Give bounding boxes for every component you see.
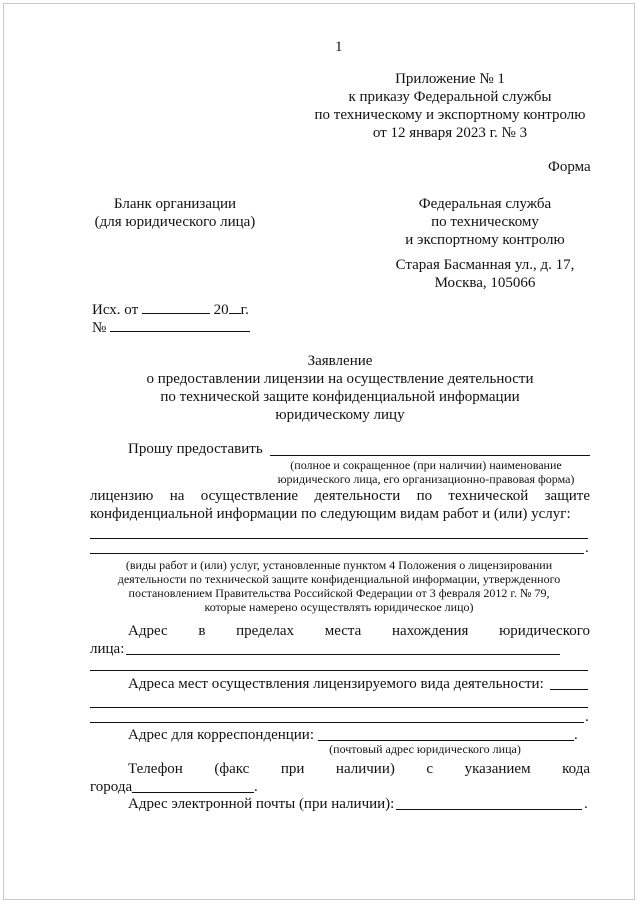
works-hint-line: постановлением Правительства Российской Федерации от 3 февраля 2012 г. № 79, — [128, 586, 550, 600]
works-hint-line: (виды работ и (или) услуг, установленные пунктом 4 Положения о лицензировании — [125, 558, 553, 572]
org-blank — [80, 195, 270, 231]
phone-line-2-label: города — [90, 779, 133, 795]
appendix-line: по техническому и экспортному контролю — [314, 107, 586, 123]
phone-period: . — [254, 779, 258, 795]
org-name-field[interactable] — [270, 455, 590, 456]
outgoing-ref-year: 20 — [213, 302, 229, 318]
outgoing-year-line[interactable] — [229, 301, 241, 314]
email-field[interactable] — [396, 809, 582, 810]
outgoing-ref-suffix: г. — [240, 302, 249, 318]
org-name-hint-line: юридического лица, его организационно-правовая форма) — [277, 472, 575, 486]
outgoing-ref — [92, 301, 249, 319]
activity-address-label: Адреса мест осуществления лицензируемого вида деятельности: — [128, 676, 544, 692]
outgoing-date-line[interactable] — [142, 301, 210, 314]
org-name-hint — [262, 458, 590, 486]
recipient-line: Федеральная служба — [418, 196, 552, 212]
appendix-block — [300, 70, 600, 142]
org-blank-line: (для юридического лица) — [94, 214, 256, 230]
appendix-line: к приказу Федеральной службы — [348, 89, 552, 105]
works-hint-line: деятельности по технической защите конфиденциальной информации, утвержденного — [117, 572, 561, 586]
outgoing-number-label: № — [92, 320, 107, 336]
recipient-line: Москва, 105066 — [434, 275, 536, 291]
correspondence-hint: (почтовый адрес юридического лица) — [329, 742, 521, 756]
works-field-line[interactable] — [90, 553, 584, 554]
appendix-line: от 12 января 2023 г. № 3 — [372, 125, 528, 141]
request-label: Прошу предоставить — [128, 441, 263, 457]
recipient-block — [385, 195, 585, 292]
outgoing-number-line[interactable] — [110, 319, 250, 332]
outgoing-number — [92, 319, 250, 337]
license-line-2: конфиденциальной информации по следующим видам работ и (или) услуг: — [90, 506, 571, 522]
works-hint-line: которые намерено осуществлять юридическое лицо) — [204, 600, 474, 614]
phone-field[interactable] — [132, 792, 254, 793]
activity-address-period: . — [585, 709, 589, 725]
title-line: Заявление — [307, 353, 373, 369]
license-line-1: лицензию на осуществление деятельности по технической защите — [90, 488, 590, 504]
title-line: юридическому лицу — [275, 407, 405, 423]
org-blank-line: Бланк организации — [113, 196, 237, 212]
correspondence-label: Адрес для корреспонденции: — [128, 727, 315, 743]
address-field-continued[interactable] — [90, 670, 588, 671]
recipient-line: и экспортному контролю — [405, 232, 565, 248]
recipient-line: по техническому — [431, 214, 539, 230]
recipient-line: Старая Басманная ул., д. 17, — [395, 257, 575, 273]
title-line: по технической защите конфиденциальной информации — [160, 389, 520, 405]
works-field-period: . — [585, 540, 589, 556]
address-field[interactable] — [126, 654, 560, 655]
statement-title — [110, 352, 570, 424]
email-label: Адрес электронной почты (при наличии): — [128, 796, 395, 812]
phone-line-1: Телефон (факс при наличии) с указанием кода — [128, 761, 590, 777]
appendix-line: Приложение № 1 — [395, 71, 505, 87]
correspondence-field[interactable] — [318, 740, 574, 741]
activity-address-field[interactable] — [550, 689, 588, 690]
activity-address-field[interactable] — [90, 707, 588, 708]
page-number: 1 — [335, 39, 343, 55]
works-field-line[interactable] — [90, 538, 588, 539]
outgoing-ref-prefix: Исх. от — [92, 302, 139, 318]
works-hint — [90, 558, 588, 614]
form-label: Форма — [548, 159, 591, 175]
title-line: о предоставлении лицензии на осуществление деятельности — [146, 371, 534, 387]
email-period: . — [584, 796, 588, 812]
activity-address-field[interactable] — [90, 722, 584, 723]
address-line-2-label: лица: — [90, 641, 125, 657]
org-name-hint-line: (полное и сокращенное (при наличии) наименование — [290, 458, 562, 472]
address-line-1: Адрес в пределах места нахождения юридического — [128, 623, 590, 639]
correspondence-period: . — [574, 727, 578, 743]
